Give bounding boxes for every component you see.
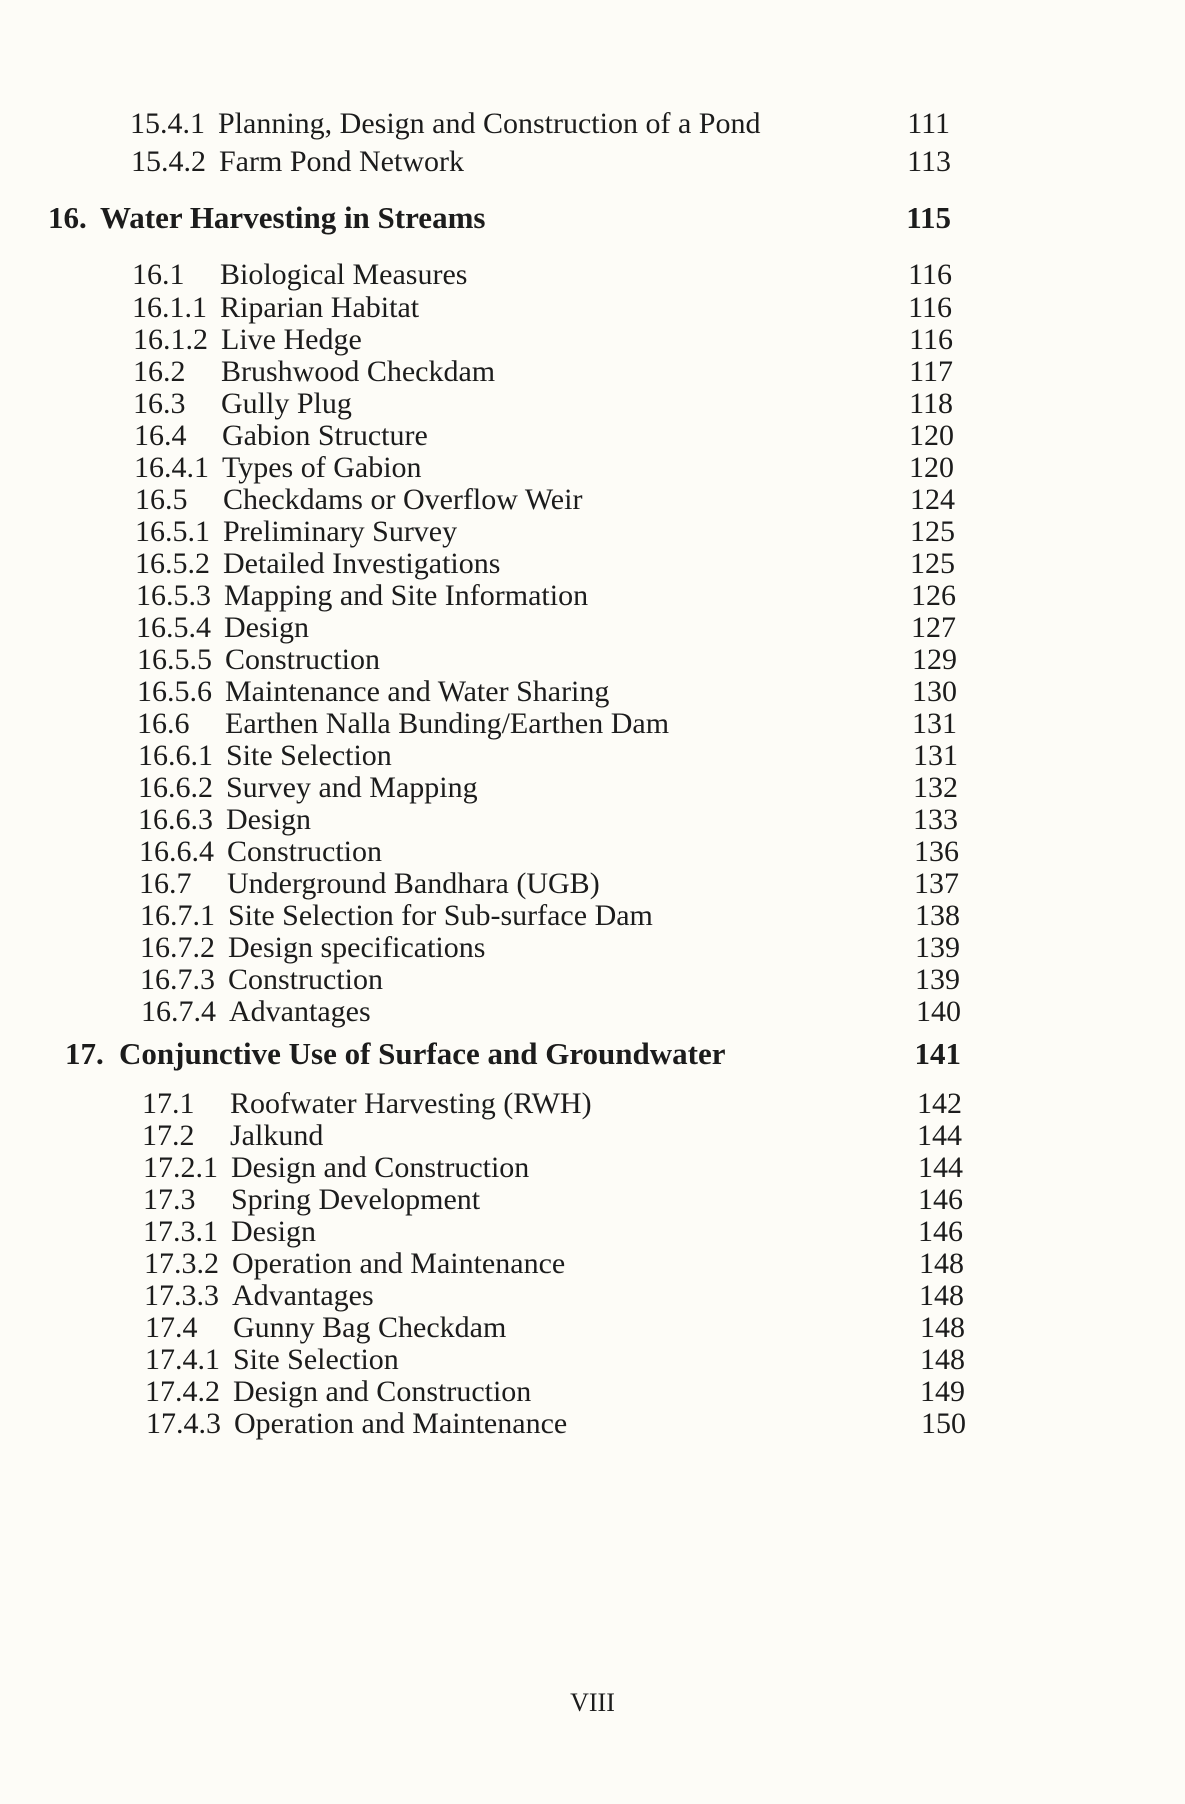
- toc-entry[interactable]: [0, 1246, 1100, 1282]
- toc-page-number: 137: [914, 867, 959, 900]
- toc-page-number: 133: [913, 803, 958, 836]
- toc-page-number: 131: [913, 739, 958, 772]
- toc-number: 16.1.2: [133, 323, 208, 356]
- toc-page-number: 131: [912, 707, 957, 740]
- toc-number: 16.5.4: [136, 611, 211, 644]
- toc-entry[interactable]: [0, 610, 1100, 646]
- toc-entry[interactable]: [0, 1214, 1100, 1250]
- toc-number: 17.3.3: [144, 1279, 219, 1312]
- toc-entry[interactable]: [0, 106, 1100, 142]
- toc-page-number: 138: [915, 899, 960, 932]
- toc-title: Brushwood Checkdam: [221, 355, 496, 388]
- toc-title: Water Harvesting in Streams: [100, 200, 486, 235]
- toc-page-number: 144: [917, 1119, 962, 1152]
- toc-title: Maintenance and Water Sharing: [225, 675, 610, 708]
- toc-entry[interactable]: [0, 322, 1100, 358]
- toc-title: Construction: [227, 835, 382, 868]
- toc-title: Construction: [225, 643, 380, 676]
- toc-number: 16.1.1: [132, 291, 207, 324]
- toc-number: 17.3: [143, 1183, 196, 1216]
- toc-page-number: 124: [910, 483, 955, 516]
- toc-title: Design and Construction: [233, 1375, 532, 1408]
- toc-entry[interactable]: [0, 1182, 1100, 1218]
- toc-entry[interactable]: [0, 514, 1100, 550]
- toc-page-number: 116: [908, 258, 952, 291]
- toc-entry[interactable]: [0, 930, 1100, 966]
- toc-title: Gully Plug: [221, 387, 352, 420]
- toc-number: 17.2: [142, 1119, 195, 1152]
- toc-number: 16.7.4: [141, 995, 216, 1028]
- toc-title: Site Selection for Sub-surface Dam: [228, 899, 653, 932]
- toc-title: Biological Measures: [220, 258, 468, 291]
- toc-page-number: 126: [911, 579, 956, 612]
- toc-page-number: 127: [911, 611, 956, 644]
- toc-page-number: 146: [918, 1215, 963, 1248]
- toc-chapter[interactable]: [0, 200, 1100, 236]
- toc-page-number: 140: [916, 995, 961, 1028]
- toc-entry[interactable]: [0, 1310, 1100, 1346]
- toc-number: 17.3.1: [143, 1215, 218, 1248]
- toc-entry[interactable]: [0, 802, 1100, 838]
- toc-title: Earthen Nalla Bunding/Earthen Dam: [225, 707, 670, 740]
- toc-page-number: 149: [920, 1375, 965, 1408]
- toc-title: Design: [224, 611, 309, 644]
- toc-title: Types of Gabion: [222, 451, 422, 484]
- toc-number: 15.4.2: [131, 145, 206, 178]
- toc-title: Design: [231, 1215, 316, 1248]
- toc-entry[interactable]: [0, 578, 1100, 614]
- toc-page-number: 117: [909, 355, 953, 388]
- toc-page-number: 120: [909, 419, 954, 452]
- toc-number: 16.6.2: [138, 771, 213, 804]
- toc-entry[interactable]: [0, 1150, 1100, 1186]
- toc-number: 16.6.4: [139, 835, 214, 868]
- toc-title: Site Selection: [233, 1343, 399, 1376]
- toc-entry[interactable]: [0, 706, 1100, 742]
- toc-number: 16.5.2: [135, 547, 210, 580]
- toc-page-number: 120: [909, 451, 954, 484]
- toc-page-number: 148: [920, 1343, 965, 1376]
- toc-number: 16.3: [133, 387, 186, 420]
- toc-title: Mapping and Site Information: [224, 579, 589, 612]
- toc-title: Riparian Habitat: [220, 291, 420, 324]
- toc-page-number: 130: [912, 675, 957, 708]
- toc-entry[interactable]: [0, 546, 1100, 582]
- toc-entry[interactable]: [0, 354, 1100, 390]
- toc-page-number: 148: [919, 1279, 964, 1312]
- page-number: VIII: [570, 1688, 615, 1717]
- toc-page-number: 146: [918, 1183, 963, 1216]
- toc-number: 17.4.2: [145, 1375, 220, 1408]
- toc-title: Preliminary Survey: [223, 515, 458, 548]
- toc-number: 17.3.2: [144, 1247, 219, 1280]
- toc-page-number: 129: [912, 643, 957, 676]
- toc-number: 16.1: [132, 258, 185, 291]
- toc-page-number: 148: [920, 1311, 965, 1344]
- toc-title: Roofwater Harvesting (RWH): [230, 1087, 592, 1120]
- toc-page-number: 139: [915, 931, 960, 964]
- toc-number: 17.1: [142, 1087, 195, 1120]
- toc-title: Design and Construction: [231, 1151, 530, 1184]
- toc-title: Advantages: [229, 995, 371, 1028]
- toc-title: Construction: [228, 963, 383, 996]
- toc-page-number: 125: [910, 515, 955, 548]
- toc-number: 16.5.3: [136, 579, 211, 612]
- toc-number: 16.: [48, 200, 87, 235]
- toc-title: Planning, Design and Construction of a Pond: [218, 107, 761, 140]
- toc-title: Farm Pond Network: [219, 145, 464, 178]
- toc-number: 16.5.5: [137, 643, 212, 676]
- toc-page-number: 125: [910, 547, 955, 580]
- toc-entry[interactable]: [0, 770, 1100, 806]
- toc-title: Spring Development: [231, 1183, 481, 1216]
- toc-entry[interactable]: [0, 144, 1100, 180]
- toc-page-number: 118: [909, 387, 953, 420]
- toc-entry[interactable]: [0, 418, 1100, 454]
- toc-page-number: 132: [913, 771, 958, 804]
- toc-number: 16.4: [134, 419, 187, 452]
- toc-title: Gabion Structure: [222, 419, 428, 452]
- toc-page-number: 116: [909, 323, 953, 356]
- toc-page-number: 150: [921, 1407, 966, 1440]
- toc-number: 15.4.1: [130, 107, 205, 140]
- toc-title: Survey and Mapping: [226, 771, 478, 804]
- toc-entry[interactable]: [0, 962, 1100, 998]
- toc-title: Checkdams or Overflow Weir: [223, 483, 583, 516]
- toc-page-number: 113: [907, 145, 951, 178]
- toc-entry[interactable]: [0, 898, 1100, 934]
- toc-entry[interactable]: [0, 1342, 1100, 1378]
- toc-entry[interactable]: [0, 834, 1100, 870]
- toc-title: Gunny Bag Checkdam: [233, 1311, 507, 1344]
- toc-page-number: 141: [914, 1036, 961, 1071]
- toc-entry[interactable]: [0, 1406, 1100, 1442]
- toc-entry[interactable]: [0, 674, 1100, 710]
- toc-number: 17.4: [145, 1311, 198, 1344]
- toc-page-number: 136: [914, 835, 959, 868]
- toc-page-number: 116: [908, 291, 952, 324]
- toc-entry[interactable]: [0, 994, 1100, 1030]
- toc-title: Detailed Investigations: [223, 547, 501, 580]
- toc-entry[interactable]: [0, 290, 1100, 326]
- toc-number: 17.4.3: [146, 1407, 221, 1440]
- toc-number: 17.2.1: [143, 1151, 218, 1184]
- toc-number: 16.5: [135, 483, 188, 516]
- toc-page-number: 111: [907, 107, 950, 140]
- toc-title: Design specifications: [228, 931, 486, 964]
- toc-entry[interactable]: [0, 1118, 1100, 1154]
- toc-number: 16.7.2: [140, 931, 215, 964]
- toc-number: 16.6: [137, 707, 190, 740]
- toc-number: 16.5.1: [135, 515, 210, 548]
- toc-title: Operation and Maintenance: [234, 1407, 568, 1440]
- toc-entry[interactable]: [0, 1278, 1100, 1314]
- toc-title: Advantages: [232, 1279, 374, 1312]
- toc-entry[interactable]: [0, 866, 1100, 902]
- toc-title: Site Selection: [226, 739, 392, 772]
- toc-entry[interactable]: [0, 386, 1100, 422]
- toc-title: Jalkund: [230, 1119, 324, 1152]
- toc-number: 16.7.1: [140, 899, 215, 932]
- toc-number: 16.4.1: [134, 451, 209, 484]
- toc-number: 17.4.1: [145, 1343, 220, 1376]
- toc-page-number: 139: [915, 963, 960, 996]
- toc-entry[interactable]: [0, 257, 1100, 293]
- toc-entry[interactable]: [0, 482, 1100, 518]
- toc-page-number: 144: [918, 1151, 963, 1184]
- toc-entry[interactable]: [0, 738, 1100, 774]
- toc-number: 16.7.3: [140, 963, 215, 996]
- toc-number: 16.6.3: [138, 803, 213, 836]
- toc-entry[interactable]: [0, 1086, 1100, 1122]
- toc-page-number: 115: [906, 200, 951, 235]
- toc-entry[interactable]: [0, 450, 1100, 486]
- toc-number: 16.5.6: [137, 675, 212, 708]
- toc-title: Operation and Maintenance: [232, 1247, 566, 1280]
- toc-title: Conjunctive Use of Surface and Groundwater: [119, 1036, 726, 1071]
- toc-title: Underground Bandhara (UGB): [227, 867, 600, 900]
- toc-entry[interactable]: [0, 1374, 1100, 1410]
- toc-number: 16.6.1: [138, 739, 213, 772]
- toc-page-number: 142: [917, 1087, 962, 1120]
- toc-page-number: 148: [919, 1247, 964, 1280]
- toc-title: Design: [226, 803, 311, 836]
- toc-number: 16.2: [133, 355, 186, 388]
- toc-chapter[interactable]: [0, 1036, 1100, 1072]
- toc-number: 17.: [65, 1036, 104, 1071]
- toc-title: Live Hedge: [221, 323, 362, 356]
- toc-entry[interactable]: [0, 642, 1100, 678]
- toc-number: 16.7: [139, 867, 192, 900]
